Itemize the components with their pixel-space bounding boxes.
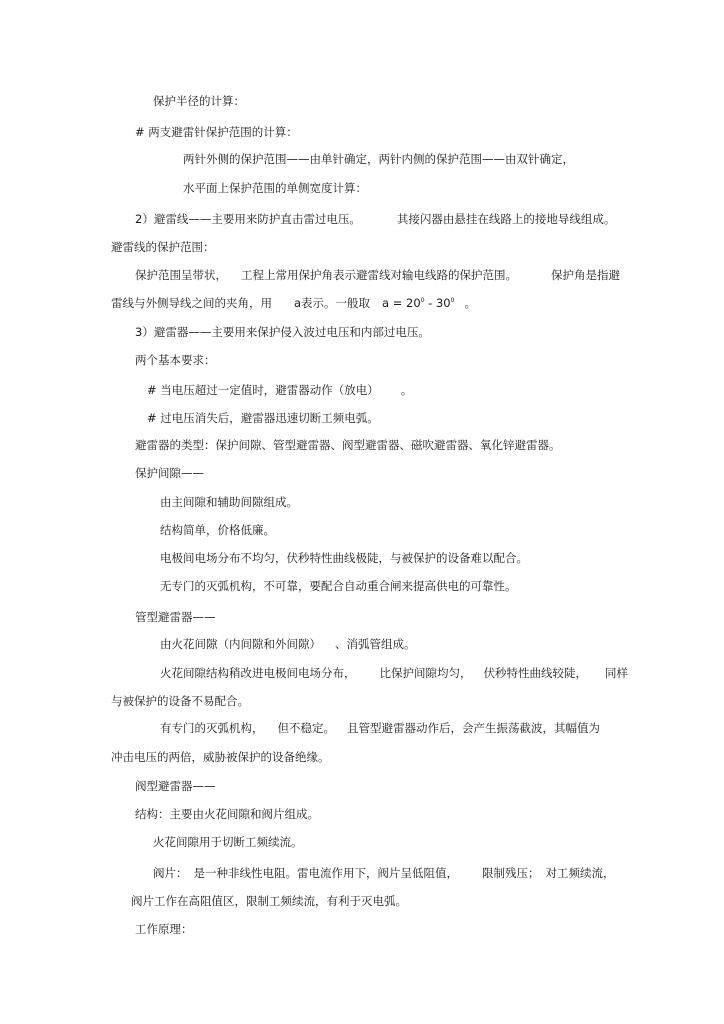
text-segment: 由火花间隙（内间隙和外间隙） [160, 637, 321, 651]
text-segment: a表示。一般取 [294, 296, 371, 310]
lightning-wire-definition: 2）避雷线——主要用来防护直击雷过电压。 [135, 212, 361, 226]
gap-point-4: 无专门的灭弧机构，不可靠，要配合自动重合闸来提高供电的可靠性。 [160, 579, 517, 593]
text-segment: 是一种非线性电阻。雷电流作用下，阀片呈低阻值， [193, 866, 458, 880]
heading-basic-requirements: 两个基本要求： [135, 353, 216, 367]
heading-surge-arrester: 3）避雷器——主要用来保护侵入波过电压和内部过电压。 [135, 325, 430, 339]
text-segment: 保护范围呈带状， [135, 268, 227, 282]
tube-point-1 [160, 636, 416, 652]
para-horizontal-width: 水平面上保护范围的单侧宽度计算： [183, 181, 367, 195]
para-outer-inner-range: 两针外侧的保护范围——由单针确定，两针内侧的保护范围——由双针确定， [183, 152, 574, 166]
text-segment: 阀片： [153, 866, 188, 880]
text-segment: 雷线与外侧导线之间的夹角，用 [111, 296, 272, 310]
text-segment: 对工频续流， [545, 866, 615, 880]
para-arrester-types: 避雷器的类型：保护间隙、管型避雷器、阀型避雷器、磁吹避雷器、氧化锌避雷器。 [135, 438, 561, 452]
tube-point-3-cont: 冲击电压的两倍，威胁被保护的设备绝缘。 [111, 750, 330, 764]
valve-disc-1 [153, 865, 615, 881]
text-segment: 有专门的灭弧机构， [160, 721, 264, 735]
heading-tube-arrester: 管型避雷器—— [135, 610, 216, 624]
degree-superscript: 0 [420, 297, 425, 304]
valve-structure: 结构：主要由火花间隙和阀片组成。 [135, 807, 319, 821]
requirement-item-2: # 过电压消失后，避雷器迅速切断工频电弧。 [147, 411, 379, 425]
text-segment: # 当电压超过一定值时，避雷器动作（放电） [147, 383, 379, 397]
degree-superscript: 0 [450, 297, 455, 304]
para-protection-angle-2 [111, 295, 476, 311]
angle-formula: $a = 20^0 - 30^0$ [382, 296, 455, 310]
para-protection-angle-1 [135, 267, 620, 283]
heading-working-principle: 工作原理： [135, 922, 193, 936]
heading-double-rod-range: # 两支避雷针保护范围的计算： [135, 125, 298, 139]
text-segment: 同样 [605, 666, 628, 680]
tube-point-2 [160, 665, 628, 681]
text-segment: 伏秒特性曲线较陡， [483, 666, 587, 680]
tube-point-2-cont: 与被保护的设备不易配合。 [111, 694, 249, 708]
requirement-item-1 [147, 382, 412, 398]
gap-point-3: 电极间电场分布不均匀，伏秒特性曲线极陡，与被保护的设备难以配合。 [160, 551, 528, 565]
text-segment: 且管型避雷器动作后，会产生振荡截波，其幅值为 [347, 721, 600, 735]
heading-valve-arrester: 阀型避雷器—— [135, 779, 216, 793]
text-segment: 。 [464, 296, 476, 310]
text-segment: 但不稳定。 [277, 721, 335, 735]
text-segment: 比保护间隙均匀， [379, 666, 472, 680]
heading-wire-protection-range: 避雷线的保护范围： [111, 240, 215, 254]
valve-spark-gap: 火花间隙用于切断工频续流。 [153, 835, 303, 849]
heading-lightning-wire [135, 211, 615, 227]
text-segment: 火花间隙结构稍改进电极间电场分布， [160, 666, 356, 680]
heading-protective-gap: 保护间隙—— [135, 466, 204, 480]
text-segment: 工程上常用保护角表示避雷线对输电线路的保护范围。 [241, 268, 517, 282]
text-segment: 限制残压； [482, 866, 540, 880]
text-segment: 、消弧管组成。 [335, 637, 416, 651]
tube-point-3 [160, 720, 600, 736]
lightning-wire-composition: 其接闪器由悬挂在线路上的接地导线组成。 [396, 212, 616, 226]
heading-protection-radius: 保护半径的计算： [153, 94, 245, 108]
valve-disc-2: 阀片工作在高阻值区，限制工频续流，有利于灭电弧。 [131, 894, 407, 908]
text-segment: 保护角是指避 [551, 268, 620, 282]
gap-point-2: 结构简单，价格低廉。 [160, 523, 275, 537]
text-segment: 。 [400, 383, 413, 397]
gap-point-1: 由主间隙和辅助间隙组成。 [160, 495, 298, 509]
